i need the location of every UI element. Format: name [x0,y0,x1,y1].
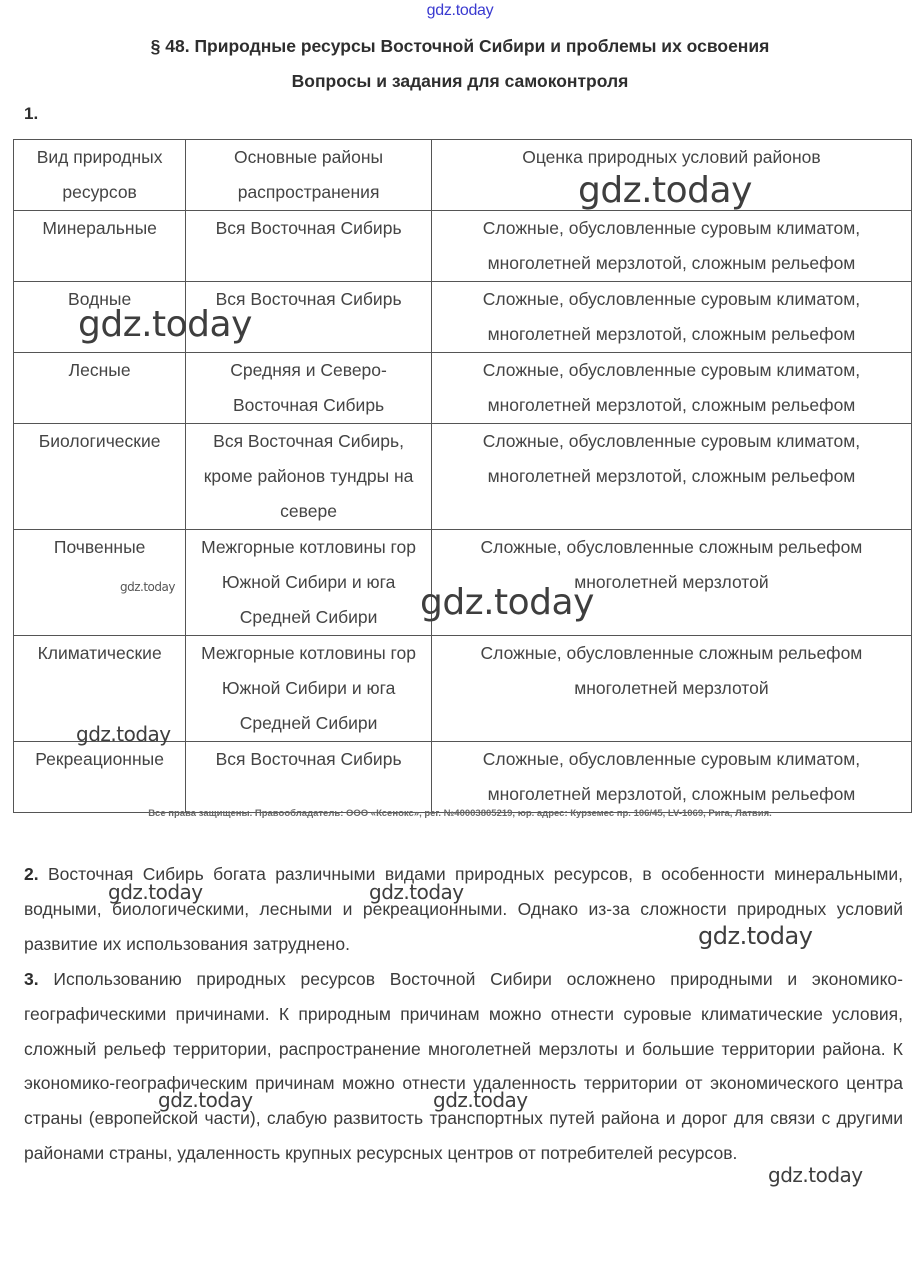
resource-type-cell: Минеральные [14,211,186,282]
header-cell: Основные районы распространения [186,140,432,211]
watermark: gdz.today [698,922,813,950]
resource-type-cell: Рекреационные [14,742,186,813]
answer-3-number: 3. [24,969,39,989]
page-title: § 48. Природные ресурсы Восточной Сибири и проблемы их освоения [150,36,770,56]
watermark: gdz.today [578,170,752,211]
table-row [14,353,912,424]
watermark: gdz.today [120,580,175,594]
section-subtitle: Вопросы и задания для самоконтроля [291,71,629,91]
table-row [14,742,912,813]
answer-2-number: 2. [24,864,39,884]
resource-type-cell: Водные [14,282,186,353]
copyright-footer: Все права защищены. Правообладатель: ООО «Ксенокс», рег. №40003805219, юр. адрес: Курземес пр. 106/45, LV-1069, Рига, Латвия. [148,808,772,819]
watermark: gdz.today [369,880,464,904]
assessment-cell: Сложные, обусловленные суровым климатом, многолетней мерзлотой, сложным рельефом [431,424,911,530]
resource-type-cell: Почвенные [14,530,186,636]
answer-3-text: Использованию природных ресурсов Восточной Сибири осложнено природными и экономико-географическими причинами. К природным причинам можно отнести суровые климатические условия, сложный рельеф территории, распространение многолетней мерзлоты и большие территории района. К экономико-географическим причинам можно отнести удаленность территории от экономического центра страны (европейской части), слабую развитость транспортных путей района и дорог для связи с другими районами страны, удаленность крупных ресурсных центров от потребителей ресурсов. [24,969,903,1163]
assessment-cell: Сложные, обусловленные суровым климатом, многолетней мерзлотой, сложным рельефом [431,353,911,424]
watermark: gdz.today [78,304,252,345]
watermark: gdz.today [768,1163,863,1187]
table-row [14,424,912,530]
assessment-cell: Сложные, обусловленные суровым климатом, многолетней мерзлотой, сложным рельефом [431,282,911,353]
assessment-cell: Сложные, обусловленные сложным рельефом многолетней мерзлотой [431,530,911,636]
watermark: gdz.today [158,1088,253,1112]
watermark: gdz.today [108,880,203,904]
assessment-cell: Сложные, обусловленные суровым климатом, многолетней мерзлотой, сложным рельефом [431,211,911,282]
table-header-row [14,140,912,211]
question-1-label: 1. [24,104,39,123]
top-watermark: gdz.today [426,2,494,19]
assessment-cell: Сложные, обусловленные сложным рельефом многолетней мерзлотой [431,636,911,742]
answer-2-text: Восточная Сибирь богата различными видами природных ресурсов, в особенности минеральными, водными, биологическими, лесными и рекреационными. Однако из-за сложности природных условий развитие их использования затруднено. [24,864,903,954]
watermark: gdz.today [76,722,171,746]
region-cell: Вся Восточная Сибирь, кроме районов тундры на севере [186,424,432,530]
region-cell: Вся Восточная Сибирь [186,282,432,353]
resource-type-cell: Климатические [14,636,186,742]
watermark: gdz.today [420,582,594,623]
header-cell: Вид природных ресурсов [14,140,186,211]
header-cell: Оценка природных условий районов [431,140,911,211]
region-cell: Средняя и Северо-Восточная Сибирь [186,353,432,424]
resources-table [13,139,912,813]
region-cell: Вся Восточная Сибирь [186,211,432,282]
resource-type-cell: Лесные [14,353,186,424]
assessment-cell: Сложные, обусловленные суровым климатом, многолетней мерзлотой, сложным рельефом [431,742,911,813]
watermark: gdz.today [433,1088,528,1112]
table-row [14,211,912,282]
region-cell: Вся Восточная Сибирь [186,742,432,813]
resource-type-cell: Биологические [14,424,186,530]
answer-3 [24,962,903,1171]
region-cell: Межгорные котловины гор Южной Сибири и юга Средней Сибири [186,636,432,742]
region-cell: Межгорные котловины гор Южной Сибири и юга Средней Сибири [186,530,432,636]
